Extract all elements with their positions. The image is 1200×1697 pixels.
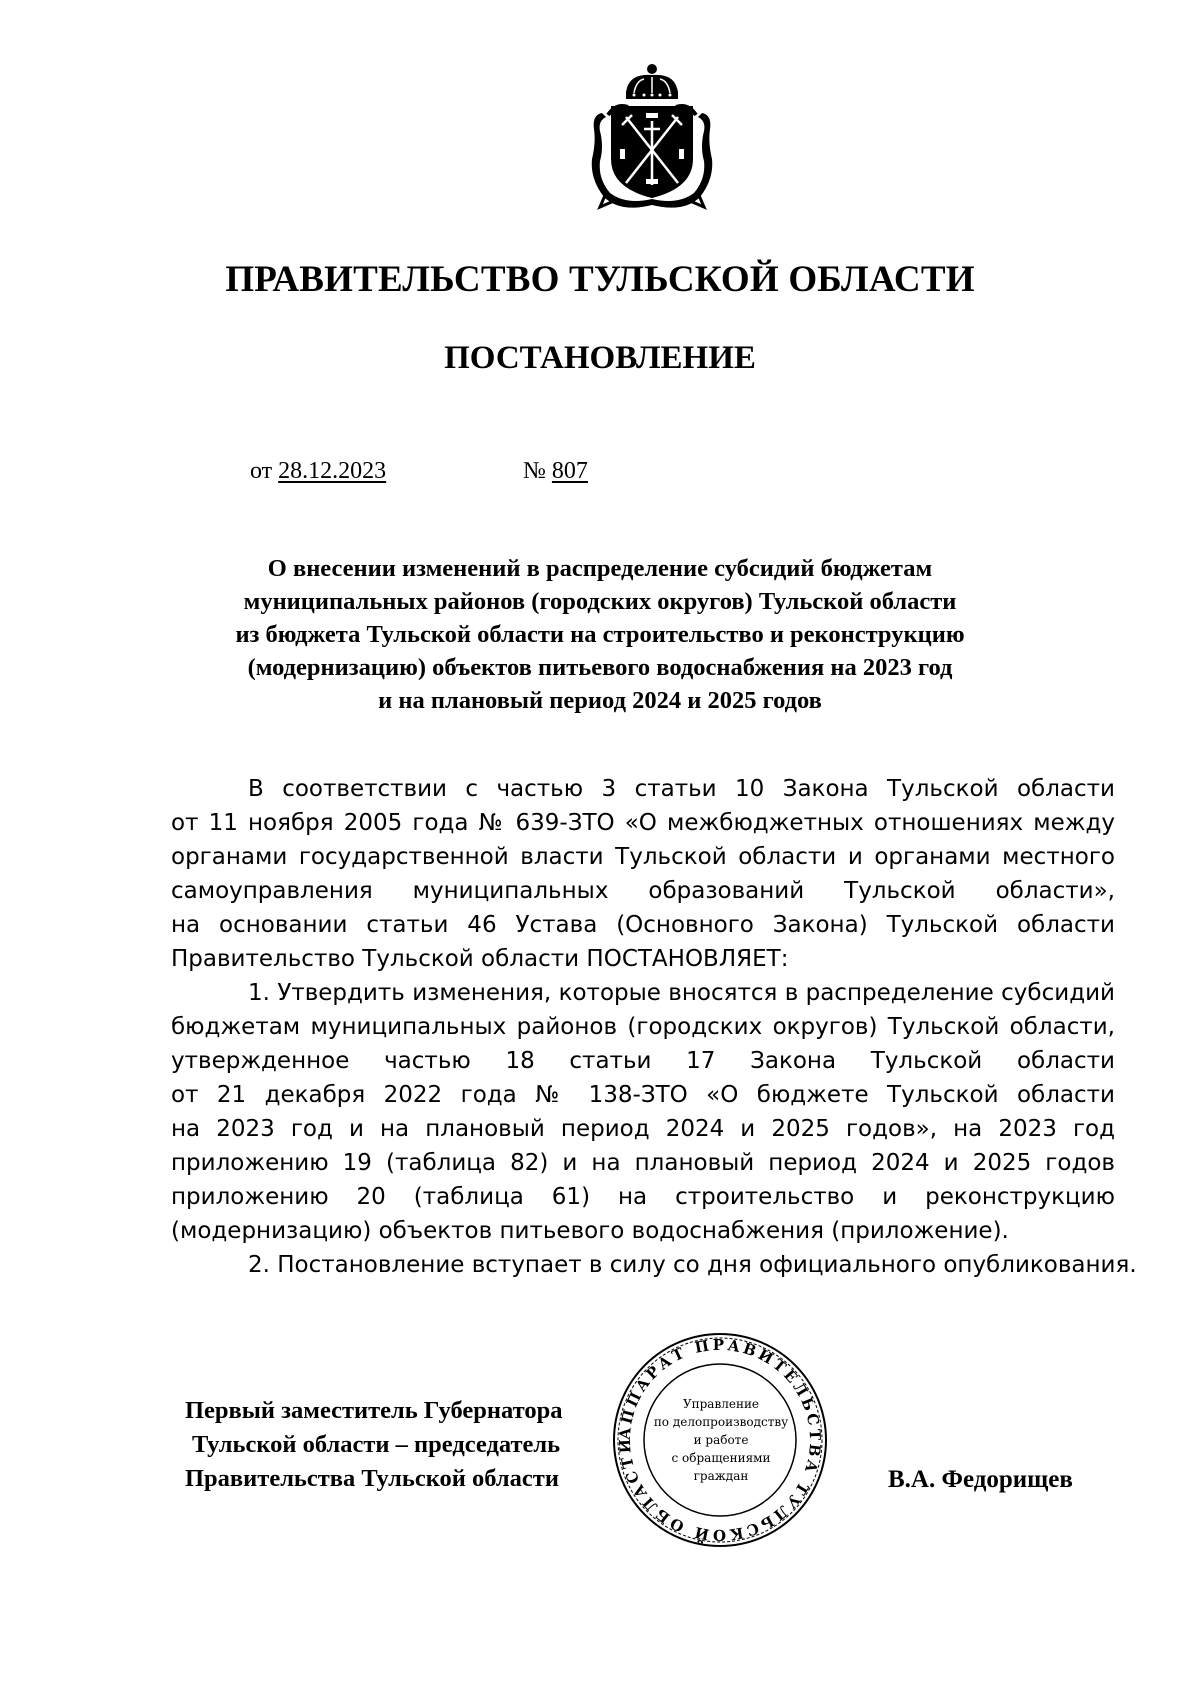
- stamp-line: по делопроизводству: [653, 1415, 789, 1429]
- stamp-ring-text: АППАРАТ ПРАВИТЕЛЬСТВА ТУЛЬСКОЙ ОБЛАСТИ: [615, 1335, 825, 1545]
- number-value: 807: [551, 458, 588, 484]
- stamp-line: Управление: [682, 1397, 760, 1411]
- document-body: [171, 772, 1137, 1282]
- stamp-line: с обращениями: [671, 1451, 771, 1465]
- date-value: 28.12.2023: [278, 458, 387, 484]
- date-prefix: от: [250, 458, 273, 484]
- heading-line: из бюджета Тульской области на строительство и реконструкцию: [235, 621, 965, 648]
- document-number: [523, 458, 588, 485]
- body-line: приложению 19 (таблица 82) и на плановый период 2024 и 2025 годов: [171, 1150, 1115, 1176]
- coat-of-arms-emblem: [586, 55, 718, 217]
- heading-line: и на плановый период 2024 и 2025 годов: [378, 687, 822, 714]
- signer-name: В.А. Федорищев: [888, 1466, 1073, 1493]
- body-line: В соответствии с частью 3 статьи 10 Закона Тульской области: [248, 776, 1115, 802]
- body-line: 2. Постановление вступает в силу со дня официального опубликования.: [248, 1252, 1137, 1278]
- heading-line: О внесении изменений в распределение субсидий бюджетам: [267, 555, 933, 582]
- signer-line: Тульской области – председатель: [192, 1431, 561, 1458]
- body-line: самоуправления муниципальных образований Тульской области»,: [171, 878, 1115, 904]
- body-line: 1. Утвердить изменения, которые вносятся в распределение субсидий: [248, 980, 1115, 1006]
- body-line: органами государственной власти Тульской области и органами местного: [171, 844, 1115, 870]
- body-line: бюджетам муниципальных районов (городских округов) Тульской области,: [171, 1014, 1115, 1040]
- heading-line: муниципальных районов (городских округов) Тульской области: [243, 588, 957, 615]
- number-prefix: №: [523, 458, 546, 484]
- document-heading: [150, 552, 1050, 717]
- stamp-inner-text: [648, 1395, 794, 1485]
- body-line: приложению 20 (таблица 61) на строительство и реконструкцию: [171, 1184, 1115, 1210]
- government-title: ПРАВИТЕЛЬСТВО ТУЛЬСКОЙ ОБЛАСТИ: [225, 259, 975, 300]
- stamp-line: граждан: [693, 1469, 749, 1483]
- body-line: от 11 ноября 2005 года № 639-ЗТО «О межбюджетных отношениях между: [171, 810, 1115, 836]
- body-line: на основании статьи 46 Устава (Основного Закона) Тульской области: [171, 912, 1115, 938]
- heading-line: (модернизацию) объектов питьевого водоснабжения на 2023 год: [247, 654, 953, 681]
- body-line: утвержденное частью 18 статьи 17 Закона Тульской области: [171, 1048, 1115, 1074]
- body-line: Правительство Тульской области ПОСТАНОВЛЯЕТ:: [171, 946, 789, 972]
- document-date: [250, 458, 386, 485]
- signer-line: Первый заместитель Губернатора: [185, 1397, 563, 1424]
- stamp-line: и работе: [693, 1433, 749, 1447]
- document-type: ПОСТАНОВЛЕНИЕ: [444, 340, 756, 376]
- body-line: от 21 декабря 2022 года № 138-ЗТО «О бюджете Тульской области: [171, 1082, 1115, 1108]
- body-line: на 2023 год и на плановый период 2024 и 2025 годов», на 2023 год: [171, 1116, 1115, 1142]
- signer-position: [185, 1394, 562, 1496]
- crown-icon: [626, 64, 678, 99]
- body-line: (модернизацию) объектов питьевого водоснабжения (приложение).: [171, 1218, 1009, 1244]
- signer-line: Правительства Тульской области: [185, 1465, 559, 1492]
